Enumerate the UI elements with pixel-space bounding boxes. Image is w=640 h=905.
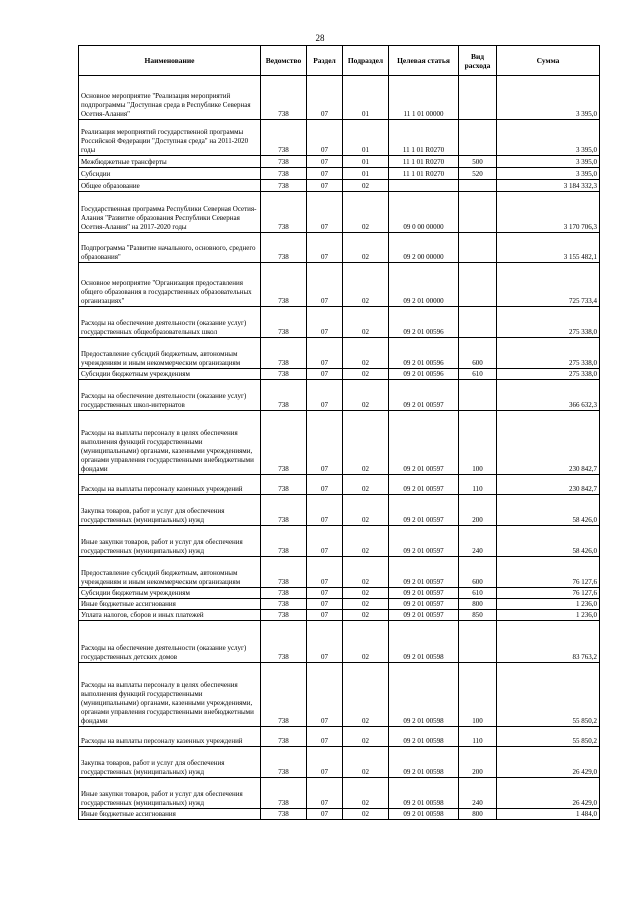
- table-cell-name: Подпрограмма "Развитие начального, основного, среднего образования": [79, 233, 261, 263]
- table-row: [79, 778, 600, 809]
- table-cell-name: Иные бюджетные ассигнования: [79, 809, 261, 820]
- table-cell-target: 09 2 01 00598: [389, 778, 459, 809]
- table-cell-name: Расходы на обеспечение деятельности (оказание услуг) государственных общеобразовательных школ: [79, 307, 261, 338]
- header-section: Раздел: [307, 46, 343, 76]
- table-cell-target: 09 0 00 00000: [389, 192, 459, 233]
- table-cell-target: 11 1 01 R0270: [389, 168, 459, 180]
- table-cell-type: 600: [459, 557, 497, 588]
- table-cell-type: 100: [459, 411, 497, 475]
- table-cell-type: [459, 76, 497, 120]
- table-cell-subsection: 02: [343, 475, 389, 495]
- table-cell-section: 07: [307, 778, 343, 809]
- table-cell-section: 07: [307, 192, 343, 233]
- table-row: [79, 495, 600, 526]
- table-row: [79, 380, 600, 411]
- table-cell-dept: 738: [261, 180, 307, 192]
- page-number: 28: [315, 33, 325, 43]
- table-cell-dept: 738: [261, 192, 307, 233]
- table-cell-section: 07: [307, 380, 343, 411]
- table-row: [79, 809, 600, 820]
- table-cell-sum: 1 236,0: [497, 610, 600, 621]
- table-cell-target: 09 2 01 00597: [389, 588, 459, 599]
- table-cell-target: [389, 180, 459, 192]
- header-name: Наименование: [79, 46, 261, 76]
- table-cell-section: 07: [307, 747, 343, 778]
- table-cell-dept: 738: [261, 156, 307, 168]
- table-cell-subsection: 01: [343, 168, 389, 180]
- table-row: [79, 610, 600, 621]
- table-cell-dept: 738: [261, 747, 307, 778]
- table-cell-name: Расходы на выплаты персоналу в целях обеспечения выполнения функций государственными (муниципальными) органами, казенными учреждениями, органами управления государственными внебюджетными фондами: [79, 663, 261, 727]
- table-cell-name: Реализация мероприятий государственной программы Российской Федерации "Доступная среда" на 2011-2020 годы: [79, 120, 261, 156]
- table-cell-sum: 55 850,2: [497, 727, 600, 747]
- table-cell-type: [459, 380, 497, 411]
- table-cell-dept: 738: [261, 809, 307, 820]
- table-cell-name: Иные закупки товаров, работ и услуг для обеспечения государственных (муниципальных) нужд: [79, 526, 261, 557]
- table-cell-target: 09 2 01 00597: [389, 610, 459, 621]
- table-cell-type: 500: [459, 156, 497, 168]
- table-cell-dept: 738: [261, 778, 307, 809]
- table-cell-target: 09 2 01 00598: [389, 747, 459, 778]
- table-cell-dept: 738: [261, 663, 307, 727]
- table-cell-section: 07: [307, 233, 343, 263]
- table-cell-sum: 275 338,0: [497, 338, 600, 369]
- table-cell-type: [459, 621, 497, 663]
- table-row: [79, 233, 600, 263]
- table-cell-subsection: 02: [343, 380, 389, 411]
- table-header-row: [79, 46, 600, 76]
- table-row: [79, 263, 600, 307]
- table-cell-subsection: 01: [343, 76, 389, 120]
- table-cell-section: 07: [307, 610, 343, 621]
- table-cell-name: Расходы на выплаты персоналу казенных учреждений: [79, 727, 261, 747]
- table-cell-dept: 738: [261, 338, 307, 369]
- table-cell-dept: 738: [261, 411, 307, 475]
- table-cell-section: 07: [307, 526, 343, 557]
- table-cell-name: Субсидии бюджетным учреждениям: [79, 369, 261, 380]
- table-cell-subsection: 02: [343, 180, 389, 192]
- table-row: [79, 747, 600, 778]
- table-cell-name: Иные закупки товаров, работ и услуг для обеспечения государственных (муниципальных) нужд: [79, 778, 261, 809]
- table-cell-dept: 738: [261, 76, 307, 120]
- table-cell-target: 09 2 01 00597: [389, 475, 459, 495]
- table-row: [79, 588, 600, 599]
- table-cell-sum: 1 484,0: [497, 809, 600, 820]
- table-cell-type: 800: [459, 599, 497, 610]
- table-cell-type: 240: [459, 526, 497, 557]
- table-cell-sum: 76 127,6: [497, 557, 600, 588]
- table-cell-subsection: 02: [343, 621, 389, 663]
- table-cell-type: [459, 180, 497, 192]
- table-cell-name: Расходы на выплаты персоналу казенных учреждений: [79, 475, 261, 495]
- table-cell-name: Предоставление субсидий бюджетным, автономным учреждениям и иным некоммерческим организациям: [79, 557, 261, 588]
- table-cell-type: 110: [459, 727, 497, 747]
- table-cell-sum: 3 155 482,1: [497, 233, 600, 263]
- table-cell-section: 07: [307, 663, 343, 727]
- table-cell-name: Закупка товаров, работ и услуг для обеспечения государственных (муниципальных) нужд: [79, 747, 261, 778]
- table-cell-target: 09 2 01 00000: [389, 263, 459, 307]
- table-cell-target: 11 1 01 00000: [389, 76, 459, 120]
- table-cell-dept: 738: [261, 475, 307, 495]
- table-cell-target: 11 1 01 R0270: [389, 120, 459, 156]
- header-sum: Сумма: [497, 46, 600, 76]
- table-cell-section: 07: [307, 369, 343, 380]
- table-cell-dept: 738: [261, 495, 307, 526]
- table-cell-sum: 3 395,0: [497, 156, 600, 168]
- table-row: [79, 192, 600, 233]
- table-cell-name: Предоставление субсидий бюджетным, автономным учреждениям и иным некоммерческим организациям: [79, 338, 261, 369]
- table-cell-sum: 76 127,6: [497, 588, 600, 599]
- table-cell-section: 07: [307, 557, 343, 588]
- table-cell-sum: 83 763,2: [497, 621, 600, 663]
- table-cell-target: 09 2 01 00597: [389, 526, 459, 557]
- table-cell-target: 09 2 01 00598: [389, 727, 459, 747]
- table-cell-section: 07: [307, 180, 343, 192]
- table-cell-dept: 738: [261, 610, 307, 621]
- table-cell-section: 07: [307, 475, 343, 495]
- table-cell-sum: 3 395,0: [497, 120, 600, 156]
- table-cell-target: 09 2 01 00598: [389, 809, 459, 820]
- table-row: [79, 526, 600, 557]
- table-cell-subsection: 02: [343, 526, 389, 557]
- table-cell-target: 09 2 01 00596: [389, 369, 459, 380]
- table-cell-type: 600: [459, 338, 497, 369]
- table-cell-section: 07: [307, 809, 343, 820]
- table-cell-subsection: 02: [343, 610, 389, 621]
- header-expense-type: Вид расхода: [459, 46, 497, 76]
- table-cell-subsection: 02: [343, 599, 389, 610]
- table-cell-name: Закупка товаров, работ и услуг для обеспечения государственных (муниципальных) нужд: [79, 495, 261, 526]
- table-cell-dept: 738: [261, 168, 307, 180]
- table-cell-sum: 58 426,0: [497, 526, 600, 557]
- table-cell-section: 07: [307, 76, 343, 120]
- table-cell-section: 07: [307, 411, 343, 475]
- table-cell-type: 800: [459, 809, 497, 820]
- table-cell-type: 100: [459, 663, 497, 727]
- table-cell-sum: 366 632,3: [497, 380, 600, 411]
- table-cell-dept: 738: [261, 369, 307, 380]
- table-cell-sum: 1 236,0: [497, 599, 600, 610]
- table-cell-section: 07: [307, 495, 343, 526]
- table-cell-target: 09 2 01 00598: [389, 621, 459, 663]
- table-cell-target: 09 2 01 00596: [389, 307, 459, 338]
- table-row: [79, 411, 600, 475]
- table-cell-name: Основное мероприятие "Организация предоставления общего образования в государственных образовательных организациях": [79, 263, 261, 307]
- table-row: [79, 120, 600, 156]
- table-cell-name: Расходы на обеспечение деятельности (оказание услуг) государственных детских домов: [79, 621, 261, 663]
- table-cell-section: 07: [307, 307, 343, 338]
- table-cell-subsection: 01: [343, 156, 389, 168]
- table-row: [79, 168, 600, 180]
- table-cell-dept: 738: [261, 380, 307, 411]
- table-row: [79, 369, 600, 380]
- table-cell-section: 07: [307, 727, 343, 747]
- table-cell-target: 11 1 01 R0270: [389, 156, 459, 168]
- table-cell-subsection: 02: [343, 233, 389, 263]
- table-cell-sum: 275 338,0: [497, 369, 600, 380]
- table-cell-type: [459, 263, 497, 307]
- table-cell-subsection: 01: [343, 120, 389, 156]
- table-cell-dept: 738: [261, 588, 307, 599]
- table-cell-name: Расходы на обеспечение деятельности (оказание услуг) государственных школ-интернатов: [79, 380, 261, 411]
- table-cell-sum: 3 170 706,3: [497, 192, 600, 233]
- table-cell-target: 09 2 01 00597: [389, 557, 459, 588]
- table-cell-name: Государственная программа Республики Северная Осетия-Алания "Развитие образования Республики Северная Осетия-Алания" на 2017-2020 годы: [79, 192, 261, 233]
- table-cell-name: Межбюджетные трансферты: [79, 156, 261, 168]
- table-cell-sum: 3 395,0: [497, 76, 600, 120]
- table-row: [79, 557, 600, 588]
- table-cell-name: Расходы на выплаты персоналу в целях обеспечения выполнения функций государственными (муниципальными) органами, казенными учреждениями, органами управления государственными внебюджетными фондами: [79, 411, 261, 475]
- table-cell-subsection: 02: [343, 495, 389, 526]
- table-cell-subsection: 02: [343, 369, 389, 380]
- budget-table: [78, 45, 600, 820]
- table-cell-subsection: 02: [343, 192, 389, 233]
- table-cell-type: 610: [459, 369, 497, 380]
- table-cell-section: 07: [307, 120, 343, 156]
- table-cell-section: 07: [307, 599, 343, 610]
- table-cell-section: 07: [307, 588, 343, 599]
- table-cell-target: 09 2 01 00596: [389, 338, 459, 369]
- table-cell-name: Основное мероприятие "Реализация мероприятий подпрограммы "Доступная среда в Республике Северная Осетия-Алания": [79, 76, 261, 120]
- table-cell-sum: 26 429,0: [497, 778, 600, 809]
- table-cell-section: 07: [307, 168, 343, 180]
- table-cell-target: 09 2 00 00000: [389, 233, 459, 263]
- table-cell-type: [459, 233, 497, 263]
- table-cell-sum: 3 395,0: [497, 168, 600, 180]
- table-cell-sum: 55 850,2: [497, 663, 600, 727]
- table-cell-type: [459, 192, 497, 233]
- table-cell-target: 09 2 01 00597: [389, 495, 459, 526]
- table-cell-subsection: 02: [343, 338, 389, 369]
- table-cell-dept: 738: [261, 557, 307, 588]
- table-cell-type: 240: [459, 778, 497, 809]
- table-cell-type: 610: [459, 588, 497, 599]
- table-cell-type: 200: [459, 747, 497, 778]
- table-cell-sum: 230 842,7: [497, 411, 600, 475]
- table-cell-dept: 738: [261, 599, 307, 610]
- table-cell-type: 110: [459, 475, 497, 495]
- table-row: [79, 338, 600, 369]
- table-cell-subsection: 02: [343, 809, 389, 820]
- table-cell-sum: 725 733,4: [497, 263, 600, 307]
- table-cell-section: 07: [307, 621, 343, 663]
- table-cell-name: Субсидии: [79, 168, 261, 180]
- table-cell-target: 09 2 01 00597: [389, 380, 459, 411]
- table-row: [79, 307, 600, 338]
- table-cell-type: [459, 120, 497, 156]
- table-cell-section: 07: [307, 338, 343, 369]
- table-cell-dept: 738: [261, 233, 307, 263]
- table-cell-type: 520: [459, 168, 497, 180]
- table-row: [79, 180, 600, 192]
- table-cell-type: [459, 307, 497, 338]
- table-row: [79, 621, 600, 663]
- table-cell-dept: 738: [261, 120, 307, 156]
- table-cell-name: Общее образование: [79, 180, 261, 192]
- table-cell-name: Субсидии бюджетным учреждениям: [79, 588, 261, 599]
- table-row: [79, 156, 600, 168]
- table-cell-target: 09 2 01 00597: [389, 411, 459, 475]
- table-cell-subsection: 02: [343, 663, 389, 727]
- table-cell-sum: 3 184 332,3: [497, 180, 600, 192]
- table-cell-subsection: 02: [343, 307, 389, 338]
- table-cell-subsection: 02: [343, 557, 389, 588]
- table-cell-subsection: 02: [343, 727, 389, 747]
- table-cell-type: 200: [459, 495, 497, 526]
- table-cell-name: Уплата налогов, сборов и иных платежей: [79, 610, 261, 621]
- table-cell-type: 850: [459, 610, 497, 621]
- table-cell-sum: 26 429,0: [497, 747, 600, 778]
- header-subsection: Подраздел: [343, 46, 389, 76]
- header-dept: Ведомство: [261, 46, 307, 76]
- table-cell-dept: 738: [261, 307, 307, 338]
- table-cell-dept: 738: [261, 621, 307, 663]
- table-cell-subsection: 02: [343, 588, 389, 599]
- table-row: [79, 663, 600, 727]
- table-row: [79, 475, 600, 495]
- header-target: Целевая статья: [389, 46, 459, 76]
- table-cell-subsection: 02: [343, 411, 389, 475]
- table-cell-section: 07: [307, 263, 343, 307]
- table-cell-dept: 738: [261, 526, 307, 557]
- table-cell-name: Иные бюджетные ассигнования: [79, 599, 261, 610]
- table-cell-target: 09 2 01 00598: [389, 663, 459, 727]
- table-cell-target: 09 2 01 00597: [389, 599, 459, 610]
- table-cell-sum: 58 426,0: [497, 495, 600, 526]
- table-row: [79, 727, 600, 747]
- table-cell-subsection: 02: [343, 747, 389, 778]
- table-cell-subsection: 02: [343, 778, 389, 809]
- table-cell-dept: 738: [261, 727, 307, 747]
- table-row: [79, 599, 600, 610]
- table-cell-dept: 738: [261, 263, 307, 307]
- table-cell-subsection: 02: [343, 263, 389, 307]
- table-cell-sum: 275 338,0: [497, 307, 600, 338]
- table-cell-sum: 230 842,7: [497, 475, 600, 495]
- table-row: [79, 76, 600, 120]
- table-cell-section: 07: [307, 156, 343, 168]
